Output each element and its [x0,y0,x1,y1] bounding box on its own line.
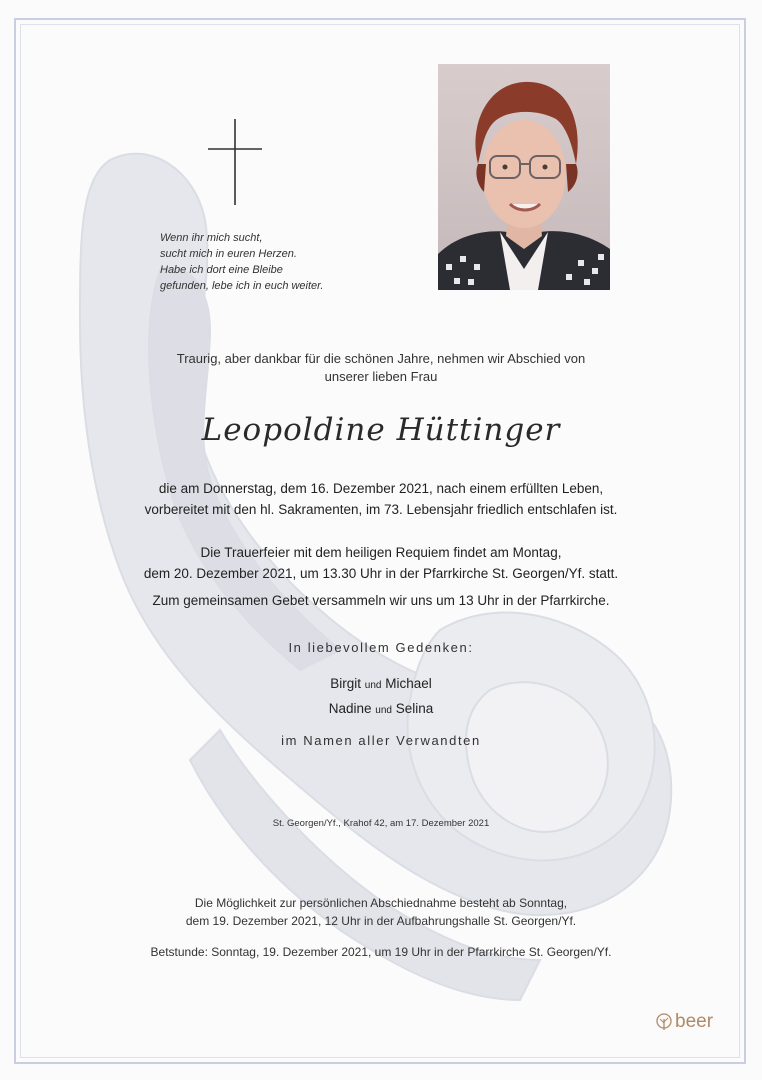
mourner-name: Nadine [328,701,372,716]
mourner-name: Birgit [330,676,361,691]
logo-text: beer [675,1011,714,1032]
place-date: St. Georgen/Yf., Krahof 42, am 17. Dezember 2021 [272,818,490,829]
quote-line: Habe ich dort eine Bleibe [160,264,283,276]
funeral-line: Zum gemeinsamen Gebet versammeln wir uns um 13 Uhr in der Pfarrkirche. [152,593,610,608]
funeral-line: Die Trauerfeier mit dem heiligen Requiem findet am Montag, [200,545,562,560]
tree-logo-icon [655,1013,673,1031]
quote-line: Wenn ihr mich sucht, [160,232,263,244]
farewell-line: dem 19. Dezember 2021, 12 Uhr in der Aufbahrungshalle St. Georgen/Yf. [185,914,577,928]
mourner-name: Michael [385,676,432,691]
farewell-text [0,894,762,930]
intro-line: unserer lieben Frau [324,369,438,384]
farewell-line: Die Möglichkeit zur persönlichen Abschiednahme besteht ab Sonntag, [194,896,568,910]
funeral-line: dem 20. Dezember 2021, um 13.30 Uhr in der Pfarrkirche St. Georgen/Yf. statt. [143,566,619,581]
intro-line: Traurig, aber dankbar für die schönen Jahre, nehmen wir Abschied von [176,351,586,366]
memorial-quote [160,230,420,294]
death-line: die am Donnerstag, dem 16. Dezember 2021, nach einem erfüllten Leben, [158,481,604,496]
portrait-photo [438,64,610,290]
quote-line: gefunden, lebe ich in euch weiter. [160,280,324,292]
relatives-line: im Namen aller Verwandten [281,733,481,748]
death-text [0,478,762,520]
prayer-text: Betstunde: Sonntag, 19. Dezember 2021, um 19 Uhr in der Pfarrkirche St. Georgen/Yf. [150,945,612,959]
deceased-name: Leopoldine Hüttinger [201,412,561,448]
death-line: vorbereitet mit den hl. Sakramenten, im 73. Lebensjahr friedlich entschlafen ist. [144,502,618,517]
cross-icon [200,115,270,210]
mourner-pair [0,673,762,696]
funeral-text [0,542,762,611]
mourners-heading: In liebevollem Gedenken: [288,640,474,655]
mourner-pair [0,698,762,721]
intro-text [0,350,762,386]
quote-line: sucht mich in euren Herzen. [160,248,297,260]
mourner-conjunction: und [375,705,392,716]
funeral-home-logo [655,1010,735,1034]
mourner-conjunction: und [364,680,382,691]
mourner-name: Selina [395,701,434,716]
